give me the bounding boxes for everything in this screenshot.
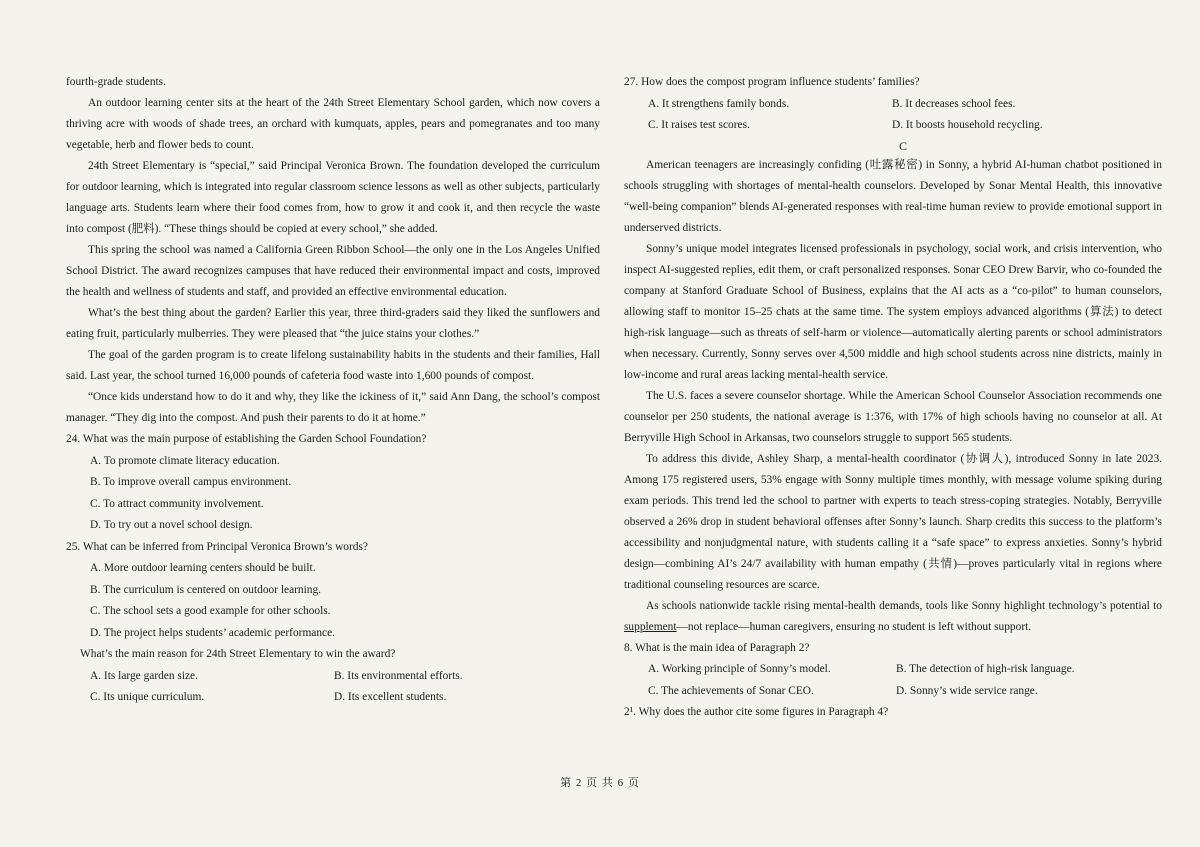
option-28c: C. The achievements of Sonar CEO.	[648, 684, 814, 697]
option-26a: A. Its large garden size.	[90, 669, 198, 682]
passage-c-paragraph-1: American teenagers are increasingly confiding (吐露秘密) in Sonny, a hybrid AI-human chatbot positioned in schools struggling with shortages of mental-health counselors. Developed by Sonar Mental Health, this innovative “well-being companion” blends AI-generated responses with real-time human review to provide emotional support in underserved districts.	[624, 158, 1162, 234]
passage-c-paragraph-2: Sonny’s unique model integrates licensed professionals in psychology, social work, and crisis intervention, who inspect AI-suggested replies, edit them, or craft personalized responses. Sonar CEO Drew Barvir, who co-founded the company at Stanford Graduate School of Business, explains that the AI acts as a “co-pilot” to human counselors, allowing staff to monitor 15–25 chats at the same time. The system employs advanced algorithms (算法) to detect high-risk language—such as threats of self-harm or violence—automatically alerting parents or school administrators when necessary. Currently, Sonny serves over 4,500 middle and high school students across nine districts, mainly in low-income and rural areas lacking mental-health service.	[624, 242, 1162, 381]
passage-c-paragraph-5: As schools nationwide tackle rising mental-health demands, tools like Sonny highlight technology’s potential to supplement—not replace—human caregivers, ensuring no student is left without support.	[624, 599, 1162, 633]
question-25: 25. What can be inferred from Principal Veronica Brown’s words?	[66, 540, 368, 553]
option-26d: D. Its excellent students.	[334, 691, 447, 703]
underlined-word: supplement	[624, 620, 677, 633]
page-number: 第 2 页 共 6 页	[560, 777, 640, 789]
question-29: 2¹. Why does the author cite some figures in Paragraph 4?	[624, 706, 889, 718]
question-26: What’s the main reason for 24th Street Elementary to win the award?	[80, 648, 396, 660]
option-27a: A. It strengthens family bonds.	[648, 97, 790, 110]
option-28d: D. Sonny’s wide service range.	[896, 684, 1038, 697]
option-25a: A. More outdoor learning centers should be built.	[90, 562, 316, 574]
option-24c: C. To attract community involvement.	[90, 497, 264, 510]
passage-b-paragraph: “Once kids understand how to do it and why, they like the ickiness of it,” said Ann Dang, the school’s compost manager. “They dig into the compost. And push their parents to do it at home.”	[66, 391, 600, 424]
passage-b-paragraph: What’s the best thing about the garden? Earlier this year, three third-graders said they liked the sunflowers and eating fruit, particularly mulberries. They were pleased that “the juice stains your clothes.”	[66, 307, 600, 340]
passage-b-paragraph: This spring the school was named a California Green Ribbon School—the only one in the Los Angeles Unified School District. The award recognizes campuses that have reduced their environmental impact and costs, improved the health and wellness of students and staff, and provided an effective environmental education.	[66, 244, 600, 298]
left-column	[66, 72, 600, 709]
passage-b-continuation: fourth-grade students.	[66, 76, 166, 88]
question-24: 24. What was the main purpose of establishing the Garden School Foundation?	[66, 433, 427, 445]
option-26b: B. Its environmental efforts.	[334, 669, 463, 682]
passage-c-paragraph-3: The U.S. faces a severe counselor shortage. While the American School Counselor Association recommends one counselor per 250 students, the national average is 1:376, with 17% of high schools having no counselor at all. At Berryville High School in Arkansas, two counselors struggle to support 565 students.	[624, 389, 1162, 444]
passage-b-paragraph: The goal of the garden program is to create lifelong sustainability habits in the students and their families, Hall said. Last year, the school turned 16,000 pounds of cafeteria food waste into 1,600 pounds of compost.	[66, 349, 600, 382]
question-27: 27. How does the compost program influence students’ families?	[624, 76, 920, 88]
option-26c: C. Its unique curriculum.	[90, 691, 205, 703]
options-28	[624, 659, 1162, 702]
option-25b: B. The curriculum is centered on outdoor learning.	[90, 583, 322, 596]
option-25d: D. The project helps students’ academic performance.	[90, 626, 336, 639]
option-28b: B. The detection of high-risk language.	[896, 663, 1075, 675]
right-column	[624, 72, 1162, 724]
option-27b: B. It decreases school fees.	[892, 97, 1016, 110]
passage-b-paragraph: An outdoor learning center sits at the heart of the 24th Street Elementary School garden, which now covers a thriving acre with woods of shade trees, an orchard with kumquats, apples, pears and pomegranates and too many vegetable, herb and flower beds to count.	[66, 97, 600, 151]
option-28a: A. Working principle of Sonny’s model.	[648, 663, 831, 675]
options-27	[624, 94, 1162, 137]
option-24d: D. To try out a novel school design.	[90, 519, 253, 531]
option-27c: C. It raises test scores.	[648, 119, 750, 131]
options-26	[66, 666, 600, 709]
option-24a: A. To promote climate literacy education.	[90, 454, 280, 467]
option-27d: D. It boosts household recycling.	[892, 119, 1043, 131]
passage-c-paragraph-4: To address this divide, Ashley Sharp, a mental-health coordinator (协调人), introduced Sonny in late 2023. Among 175 registered users, 53% engage with Sonny multiple times monthly, with message volume spiking during exam periods. This trend led the school to partner with experts to teach stress-coping strategies. Notably, Berryville observed a 26% drop in student behavioral offenses after Sonny’s launch. Sharp credits this success to the platform’s accessibility and nonjudgmental nature, with students calling it a “safe space” to express anxieties. Sonny’s hybrid design—combining AI’s 24/7 availability with human empathy (共情)—proves particularly vital in regions where traditional counseling resources are scarce.	[624, 452, 1162, 591]
passage-b-paragraph: 24th Street Elementary is “special,” said Principal Veronica Brown. The foundation developed the curriculum for outdoor learning, which is integrated into regular classroom science lessons as well as other subjects, particularly language arts. Students learn where their food comes from, how to grow it and cook it, and then recycle the waste into compost (肥料). “These things should be copied at every school,” she added.	[66, 160, 600, 235]
option-25c: C. The school sets a good example for other schools.	[90, 605, 331, 617]
section-heading: C	[898, 138, 907, 153]
question-28: 8. What is the main idea of Paragraph 2?	[624, 641, 810, 654]
option-24b: B. To improve overall campus environment.	[90, 476, 292, 488]
